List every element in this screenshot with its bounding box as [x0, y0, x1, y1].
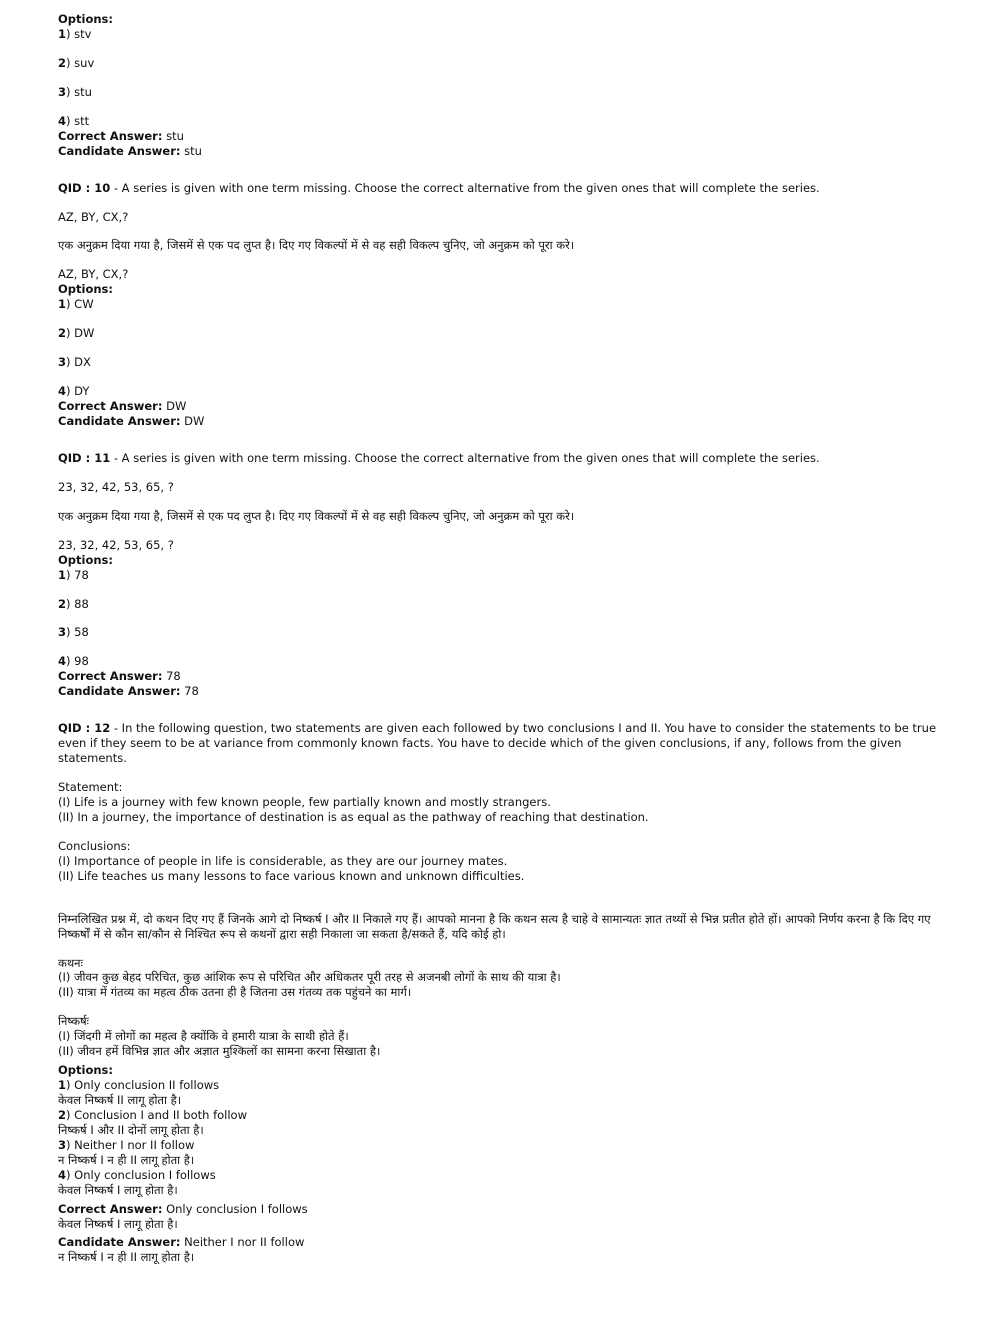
conclusions-label-hi: निष्कर्षः [58, 1014, 89, 1029]
question-text-en: QID : 10 - A series is given with one term missing. Choose the correct alternative from the given ones that will complete the series. [58, 180, 820, 195]
option-4: 4) stt [58, 113, 90, 128]
correct-answer-block [58, 1202, 948, 1232]
option-2: 2) suv [58, 55, 95, 70]
option-1: 1) CW [58, 297, 94, 312]
statement-2: (II) In a journey, the importance of destination is as equal as the pathway of reaching that destination. [58, 809, 649, 824]
correct-answer: Correct Answer: stu [58, 128, 184, 143]
statement-label-hi: कथनः [58, 955, 83, 970]
options-label: Options: [58, 1063, 113, 1078]
statement-2-hi: (II) यात्रा में गंतव्य का महत्व ठीक उतना ही है जितना उस गंतव्य तक पहुंचने का मार्ग। [58, 985, 412, 1000]
option-2: 2) DW [58, 326, 95, 341]
conclusion-1-hi: (I) जिंदगी में लोगों का महत्व है क्योंकि वे हमारी यात्रा के साथी होते हैं। [58, 1029, 349, 1044]
statement-1-hi: (I) जीवन कुछ बेहद परिचित, कुछ आंशिक रूप से परिचित और अधिकतर पूरी तरह से अजनबी लोगों के साथ की यात्रा है। [58, 970, 561, 985]
option-2-hi: निष्कर्ष I और II दोनों लागू होता है। [58, 1122, 204, 1137]
options-label: Options: [58, 552, 113, 567]
question-11 [58, 451, 948, 699]
correct-answer: Correct Answer: 78 [58, 669, 181, 684]
options-label: Options: [58, 282, 113, 297]
option-3: 3) stu [58, 84, 92, 99]
option-3: 3) Neither I nor II follow [58, 1137, 195, 1152]
option-1: 1) 78 [58, 567, 89, 582]
statements-hi [58, 956, 948, 1001]
correct-answer: Correct Answer: Only conclusion I follows [58, 1201, 308, 1216]
candidate-answer: Candidate Answer: stu [58, 143, 202, 158]
question-10 [58, 181, 948, 429]
statement-1: (I) Life is a journey with few known people, few partially known and mostly strangers. [58, 794, 551, 809]
statement-label: Statement: [58, 780, 123, 794]
candidate-answer: Candidate Answer: Neither I nor II follow [58, 1235, 305, 1250]
question-text-en: QID : 12 - In the following question, two statements are given each followed by two conclusions I and II. You have to consider the statements to be true even if they seem to be at variance from commonly known facts. You have to decide which of the given conclusions, if any, follows from the given statements. [58, 721, 937, 766]
series-en: AZ, BY, CX,? [58, 209, 129, 224]
correct-answer-hi: केवल निष्कर्ष I लागू होता है। [58, 1216, 178, 1231]
question-text-hi: निम्नलिखित प्रश्न में, दो कथन दिए गए हैं जिनके आगे दो निष्कर्ष I और II निकाले गए हैं। आपको मानना है कि कथन सत्य है चाहे वे सामान्यतः ज्ञात तथ्यों से भिन्न प्रतीत होते हों। आपको निर्णय करना है कि दिए गए निष्कर्षों में से कौन सा/कौन से निश्चित रूप से कथनों द्वारा सही निकाला जा सकता है/सकते हैं, यदि कोई हो। [58, 911, 931, 941]
conclusion-2: (II) Life teaches us many lessons to face various known and unknown difficulties. [58, 868, 525, 883]
option-4: 4) 98 [58, 654, 89, 669]
option-1: 1) Only conclusion II follows [58, 1078, 220, 1093]
option-2: 2) 88 [58, 596, 89, 611]
option-3: 3) 58 [58, 625, 89, 640]
series-hi: AZ, BY, CX,? [58, 267, 129, 282]
option-4-hi: केवल निष्कर्ष I लागू होता है। [58, 1182, 178, 1197]
options-list [58, 1078, 948, 1198]
conclusions-label: Conclusions: [58, 838, 131, 853]
options-label: Options: [58, 12, 113, 26]
statements-en [58, 780, 948, 825]
option-1: 1) stv [58, 26, 92, 41]
option-4: 4) Only conclusion I follows [58, 1167, 216, 1182]
candidate-answer: Candidate Answer: 78 [58, 684, 199, 699]
conclusion-1: (I) Importance of people in life is considerable, as they are our journey mates. [58, 853, 508, 868]
correct-answer: Correct Answer: DW [58, 399, 187, 413]
series-hi: 23, 32, 42, 53, 65, ? [58, 537, 174, 552]
option-4: 4) DY [58, 384, 90, 399]
option-1-hi: केवल निष्कर्ष II लागू होता है। [58, 1093, 182, 1107]
option-2: 2) Conclusion I and II both follow [58, 1107, 247, 1122]
conclusions-hi [58, 1014, 948, 1059]
candidate-answer-block [58, 1235, 948, 1265]
question-9-tail [58, 12, 948, 159]
conclusions-en [58, 839, 948, 884]
question-text-en: QID : 11 - A series is given with one term missing. Choose the correct alternative from the given ones that will complete the series. [58, 450, 820, 465]
answer-sheet-page [58, 12, 948, 1265]
question-text-hi: एक अनुक्रम दिया गया है, जिसमें से एक पद लुप्त है। दिए गए विकल्पों में से वह सही विकल्प चुनिए, जो अनुक्रम को पूरा करे। [58, 238, 575, 253]
question-12 [58, 721, 948, 1265]
candidate-answer: Candidate Answer: DW [58, 413, 205, 428]
series-en: 23, 32, 42, 53, 65, ? [58, 479, 174, 494]
option-3: 3) DX [58, 355, 91, 370]
option-3-hi: न निष्कर्ष I न ही II लागू होता है। [58, 1152, 195, 1167]
conclusion-2-hi: (II) जीवन हमें विभिन्न ज्ञात और अज्ञात मुश्किलों का सामना करना सिखाता है। [58, 1044, 381, 1059]
question-text-hi: एक अनुक्रम दिया गया है, जिसमें से एक पद लुप्त है। दिए गए विकल्पों में से वह सही विकल्प चुनिए, जो अनुक्रम को पूरा करे। [58, 508, 575, 523]
candidate-answer-hi: न निष्कर्ष I न ही II लागू होता है। [58, 1250, 195, 1265]
